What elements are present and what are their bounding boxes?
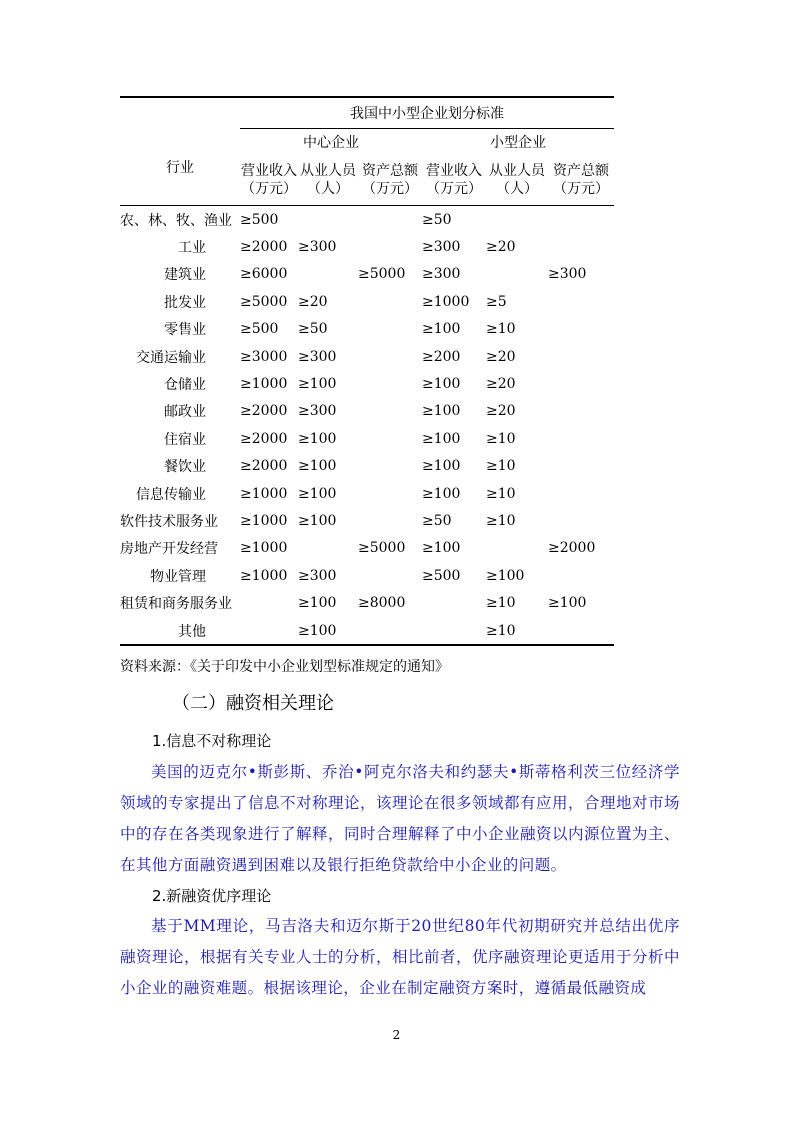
table-caption-spacer (120, 97, 240, 129)
value-cell: ≥200 (422, 348, 461, 365)
value-cell (298, 535, 358, 562)
industry-cell: 交通运输业 (136, 349, 206, 366)
paragraph-information-asymmetry: 美国的迈克尔•斯彭斯、乔治•阿克尔洛夫和约瑟夫•斯蒂格利茨三位经济学领域的专家提出了信息不对称理论，该理论在很多领域都有应用，合理地对市场中的存在各类现象进行了解释，同时合理解释了中小企业融资以内源位置为主、在其他方面融资遇到困难以及银行拒绝贷款给中小企业的问题。 (120, 763, 680, 874)
value-cell: ≥300 (298, 239, 337, 256)
value-cell (486, 535, 548, 562)
value-cell: ≥50 (298, 321, 328, 338)
value-cell: ≥10 (486, 617, 548, 645)
value-cell: ≥10 (486, 430, 516, 447)
column-header-line: 从业人员 (489, 163, 545, 179)
value-cell (358, 507, 422, 534)
value-cell (548, 316, 614, 343)
table-row (120, 316, 614, 343)
table-row (120, 343, 614, 370)
value-cell (358, 370, 422, 397)
column-header-line: （万元） (362, 181, 418, 197)
value-cell: ≥100 (298, 595, 337, 612)
industry-cell: 邮政业 (164, 404, 206, 421)
value-cell: ≥1000 (422, 293, 470, 310)
value-cell: ≥1000 (240, 567, 288, 584)
value-cell: ≥5000 (240, 293, 288, 310)
group-header-small: 小型企业 (422, 129, 614, 156)
table-row (120, 206, 614, 234)
value-cell (240, 589, 298, 616)
group-header-medium: 中心企业 (240, 129, 422, 156)
value-cell: ≥1000 (240, 485, 288, 502)
column-header-line: 资产总额 (553, 163, 610, 179)
value-cell: ≥50 (422, 211, 452, 228)
industry-cell: 物业管理 (150, 568, 206, 585)
table-row (120, 370, 614, 397)
industry-cell: 农、林、牧、渔业 (120, 212, 232, 229)
table-row (120, 425, 614, 452)
enterprise-classification-table (120, 96, 614, 646)
value-cell (548, 206, 614, 234)
industry-cell: 软件技术服务业 (120, 513, 218, 530)
table-row (120, 288, 614, 315)
value-cell: ≥1000 (240, 540, 288, 557)
value-cell (548, 453, 614, 480)
value-cell: ≥500 (422, 567, 461, 584)
value-cell: ≥10 (486, 485, 516, 502)
table-source-note: 资料来源：《关于印发中小企业划型标准规定的通知》 (120, 659, 449, 675)
value-cell (548, 398, 614, 425)
value-cell (358, 617, 422, 645)
value-cell (358, 233, 422, 260)
value-cell (298, 261, 358, 288)
value-cell (548, 617, 614, 645)
value-cell: ≥300 (298, 348, 337, 365)
industry-cell: 租赁和商务服务业 (120, 596, 232, 613)
industry-cell: 工业 (178, 240, 206, 257)
value-cell (548, 425, 614, 452)
column-header-line: （人） (307, 181, 349, 197)
value-cell: ≥300 (298, 403, 337, 420)
industry-cell: 信息传输业 (136, 486, 206, 503)
value-cell (548, 288, 614, 315)
industry-cell: 批发业 (164, 294, 206, 311)
subheading-information-asymmetry: 1.信息不对称理论 (152, 732, 272, 750)
value-cell: ≥300 (548, 266, 587, 283)
industry-cell: 仓储业 (164, 377, 206, 394)
column-header-line: 资产总额 (362, 163, 418, 179)
value-cell: ≥2000 (240, 458, 288, 475)
value-cell: ≥8000 (358, 595, 406, 612)
value-cell: ≥100 (298, 485, 337, 502)
table-row (120, 562, 614, 589)
value-cell: ≥100 (298, 376, 337, 393)
value-cell (240, 617, 298, 645)
column-header (240, 155, 298, 206)
value-cell (548, 507, 614, 534)
value-cell (548, 480, 614, 507)
table-caption: 我国中小型企业划分标准 (240, 97, 614, 129)
table-row (120, 480, 614, 507)
value-cell (358, 425, 422, 452)
value-cell (422, 589, 486, 616)
industry-cell: 零售业 (164, 322, 206, 339)
table-row (120, 398, 614, 425)
value-cell: ≥300 (298, 567, 337, 584)
value-cell: ≥10 (486, 512, 516, 529)
industry-cell: 建筑业 (164, 267, 206, 284)
value-cell (358, 480, 422, 507)
column-header (548, 155, 614, 206)
column-header-line: 从业人员 (300, 163, 356, 179)
value-cell: ≥300 (422, 266, 461, 283)
section-heading: （二）融资相关理论 (172, 693, 334, 714)
value-cell: ≥500 (240, 321, 279, 338)
table-row (120, 261, 614, 288)
value-cell: ≥50 (422, 512, 452, 529)
value-cell: ≥10 (486, 458, 516, 475)
value-cell (548, 370, 614, 397)
value-cell: ≥20 (486, 348, 516, 365)
value-cell (358, 453, 422, 480)
value-cell (548, 562, 614, 589)
value-cell (358, 206, 422, 234)
value-cell: ≥20 (486, 403, 516, 420)
column-header-line: （万元） (553, 181, 610, 197)
value-cell: ≥10 (486, 321, 516, 338)
value-cell: ≥3000 (240, 348, 288, 365)
value-cell: ≥100 (422, 430, 461, 447)
value-cell (358, 562, 422, 589)
table-row (120, 535, 614, 562)
value-cell: ≥20 (486, 376, 516, 393)
industry-header: 行业 (120, 129, 240, 206)
value-cell: ≥2000 (240, 403, 288, 420)
value-cell: ≥100 (298, 617, 358, 645)
value-cell: ≥100 (486, 567, 525, 584)
value-cell (548, 233, 614, 260)
industry-cell: 住宿业 (164, 431, 206, 448)
table-row (120, 453, 614, 480)
value-cell: ≥6000 (240, 266, 288, 283)
value-cell (486, 261, 548, 288)
value-cell: ≥1000 (240, 512, 288, 529)
value-cell (358, 343, 422, 370)
column-header (298, 155, 358, 206)
value-cell: ≥100 (548, 595, 587, 612)
page-number: 2 (392, 1028, 401, 1042)
value-cell: ≥100 (422, 540, 461, 557)
subheading-pecking-order: 2.新融资优序理论 (152, 887, 272, 905)
value-cell (358, 398, 422, 425)
value-cell (548, 343, 614, 370)
value-cell: ≥2000 (240, 430, 288, 447)
table-row (120, 233, 614, 260)
value-cell: ≥100 (422, 403, 461, 420)
paragraph-pecking-order: 基于MM理论，马吉洛夫和迈尔斯于20世纪80年代初期研究并总结出优序融资理论，根据有关专业人士的分析，相比前者，优序融资理论更适用于分析中小企业的融资难题。根据该理论，企业在制定融资方案时，遵循最低融资成 (120, 917, 680, 997)
value-cell (358, 316, 422, 343)
value-cell: ≥500 (240, 211, 279, 228)
value-cell: ≥100 (298, 458, 337, 475)
column-header-line: 营业收入 (241, 163, 297, 179)
table-row (120, 617, 614, 645)
value-cell: ≥20 (298, 293, 328, 310)
value-cell (486, 206, 548, 234)
value-cell: ≥100 (422, 485, 461, 502)
value-cell: ≥10 (486, 595, 516, 612)
column-header-line: （人） (496, 181, 538, 197)
value-cell: ≥5000 (358, 540, 406, 557)
table-row (120, 589, 614, 616)
column-header-line: （万元） (241, 181, 297, 197)
column-header (422, 155, 486, 206)
value-cell: ≥5 (486, 293, 507, 310)
value-cell: ≥100 (422, 321, 461, 338)
value-cell: ≥2000 (240, 239, 288, 256)
column-header (358, 155, 422, 206)
column-header-line: （万元） (426, 181, 482, 197)
value-cell: ≥100 (422, 376, 461, 393)
value-cell (422, 617, 486, 645)
value-cell (298, 206, 358, 234)
table-row (120, 507, 614, 534)
value-cell: ≥100 (298, 512, 337, 529)
table-body (120, 206, 614, 646)
column-header-line: 营业收入 (426, 163, 482, 179)
value-cell: ≥5000 (358, 266, 406, 283)
value-cell: ≥1000 (240, 376, 288, 393)
industry-cell: 房地产开发经营 (120, 541, 218, 558)
value-cell: ≥2000 (548, 540, 596, 557)
value-cell (358, 288, 422, 315)
industry-cell: 其他 (120, 617, 240, 645)
value-cell: ≥300 (422, 239, 461, 256)
value-cell: ≥100 (298, 430, 337, 447)
industry-cell: 餐饮业 (164, 459, 206, 476)
value-cell: ≥100 (422, 458, 461, 475)
column-header (486, 155, 548, 206)
value-cell: ≥20 (486, 239, 516, 256)
